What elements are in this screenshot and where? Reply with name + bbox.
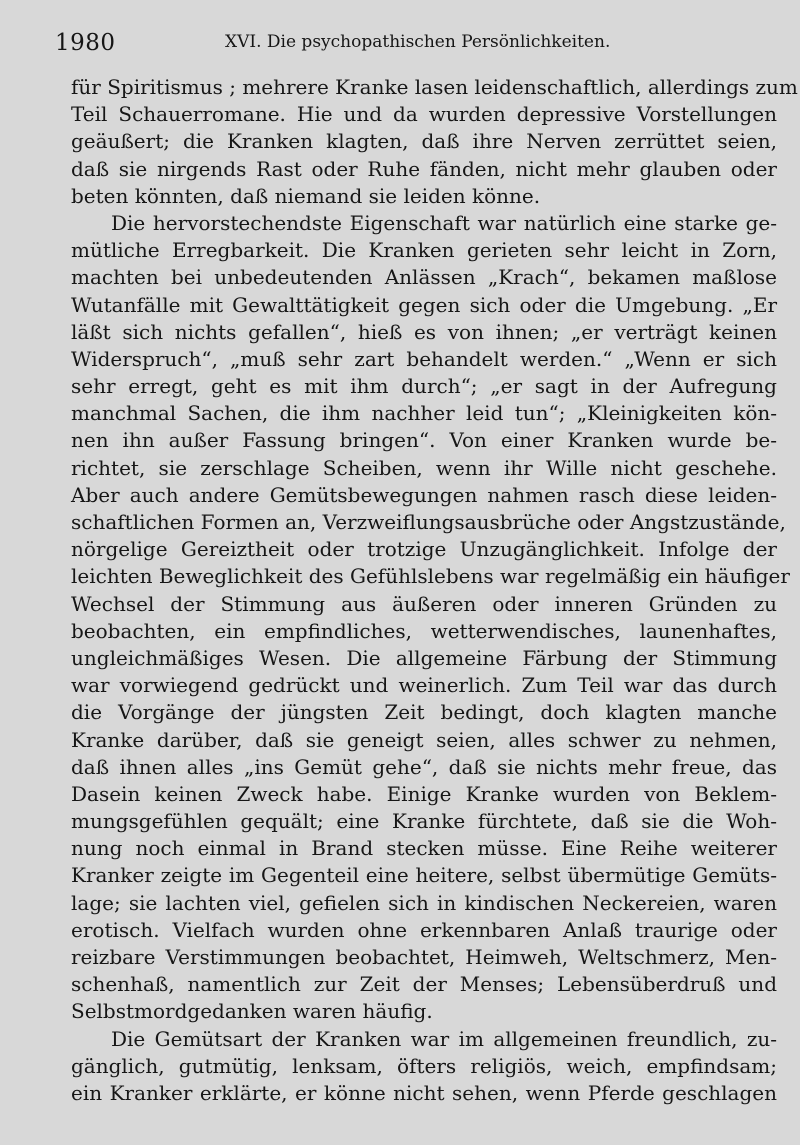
text-line: daß ihnen alles „ins Gemüt gehe“, daß sie nichts mehr freue, das — [71, 754, 777, 779]
text-line: mütliche Erregbarkeit. Die Kranken gerieten sehr leicht in Zorn, — [71, 238, 777, 263]
text-line: gänglich, gutmütig, lenksam, öfters religiös, weich, empfindsam; — [71, 1053, 777, 1078]
page-number: 1980 — [55, 30, 116, 56]
text-line: Wechsel der Stimmung aus äußeren oder inneren Gründen zu — [71, 591, 777, 616]
text-line: Die Gemütsart der Kranken war im allgemeinen freundlich, zu- — [111, 1026, 777, 1051]
text-line: daß sie nirgends Rast oder Ruhe fänden, nicht mehr glauben oder — [71, 156, 777, 181]
body-text — [71, 74, 798, 1107]
text-line: erotisch. Vielfach wurden ohne erkennbaren Anlaß traurige oder — [71, 917, 777, 942]
text-line: für Spiritismus ; mehrere Kranke lasen leidenschaftlich, allerdings zum — [71, 75, 798, 99]
text-line: schenhaß, namentlich zur Zeit der Menses; Lebensüberdruß und — [71, 972, 777, 997]
text-line: sehr erregt, geht es mit ihm durch“; „er sagt in der Aufregung — [71, 374, 777, 399]
text-line: Widerspruch“, „muß sehr zart behandelt werden.“ „Wenn er sich — [71, 346, 777, 371]
text-line: reizbare Verstimmungen beobachtet, Heimweh, Weltschmerz, Men- — [71, 945, 777, 969]
text-line: lage; sie lachten viel, gefielen sich in kindischen Neckereien, waren — [71, 890, 777, 915]
text-line: schaftlichen Formen an, Verzweiflungsausbrüche oder Angstzustände, — [71, 510, 786, 534]
text-line: die Vorgänge der jüngsten Zeit bedingt, doch klagten manche — [71, 700, 777, 725]
text-line: beten könnten, daß niemand sie leiden könne. — [71, 183, 541, 208]
text-line: Selbstmordgedanken waren häufig. — [71, 999, 433, 1024]
text-line: geäußert; die Kranken klagten, daß ihre Nerven zerrüttet seien, — [71, 129, 777, 154]
text-line: nung noch einmal in Brand stecken müsse. Eine Reihe weiterer — [71, 836, 777, 861]
text-line: Kranke darüber, daß sie geneigt seien, alles schwer zu nehmen, — [71, 727, 777, 752]
text-line: nörgelige Gereiztheit oder trotzige Unzugänglichkeit. Infolge der — [71, 537, 777, 562]
text-line: Aber auch andere Gemütsbewegungen nahmen rasch diese leiden- — [71, 482, 777, 507]
text-line: läßt sich nichts gefallen“, hieß es von ihnen; „er verträgt keinen — [71, 319, 777, 344]
text-line: machten bei unbedeutenden Anlässen „Krach“, bekamen maßlose — [71, 265, 777, 290]
text-line: richtet, sie zerschlage Scheiben, wenn ihr Wille nicht geschehe. — [71, 455, 777, 480]
text-line: Dasein keinen Zweck habe. Einige Kranke wurden von Beklem- — [71, 781, 777, 806]
text-line: Kranker zeigte im Gegenteil eine heitere, selbst übermütige Gemüts- — [71, 863, 777, 888]
text-line: Teil Schauerromane. Hie und da wurden depressive Vorstellungen — [71, 102, 777, 127]
text-line: nen ihn außer Fassung bringen“. Von einer Kranken wurde be- — [71, 428, 777, 453]
running-head: XVI. Die psychopathischen Persönlichkeiten. — [225, 32, 611, 52]
text-line: beobachten, ein empfindliches, wetterwendisches, launenhaftes, — [71, 618, 777, 643]
text-line: Wutanfälle mit Gewalttätigkeit gegen sich oder die Umgebung. „Er — [71, 292, 777, 317]
text-line: ein Kranker erklärte, er könne nicht sehen, wenn Pferde geschlagen — [71, 1080, 777, 1105]
text-line: ungleichmäßiges Wesen. Die allgemeine Färbung der Stimmung — [71, 645, 777, 670]
text-line: leichten Beweglichkeit des Gefühlslebens war regelmäßig ein häufiger — [71, 564, 790, 589]
page-header — [55, 30, 775, 60]
text-line: manchmal Sachen, die ihm nachher leid tun“; „Kleinigkeiten kön- — [71, 401, 777, 426]
text-line: Die hervorstechendste Eigenschaft war natürlich eine starke ge- — [111, 210, 777, 235]
text-line: war vorwiegend gedrückt und weinerlich. Zum Teil war das durch — [71, 673, 777, 698]
text-line: mungsgefühlen gequält; eine Kranke fürchtete, daß sie die Woh- — [71, 809, 777, 834]
